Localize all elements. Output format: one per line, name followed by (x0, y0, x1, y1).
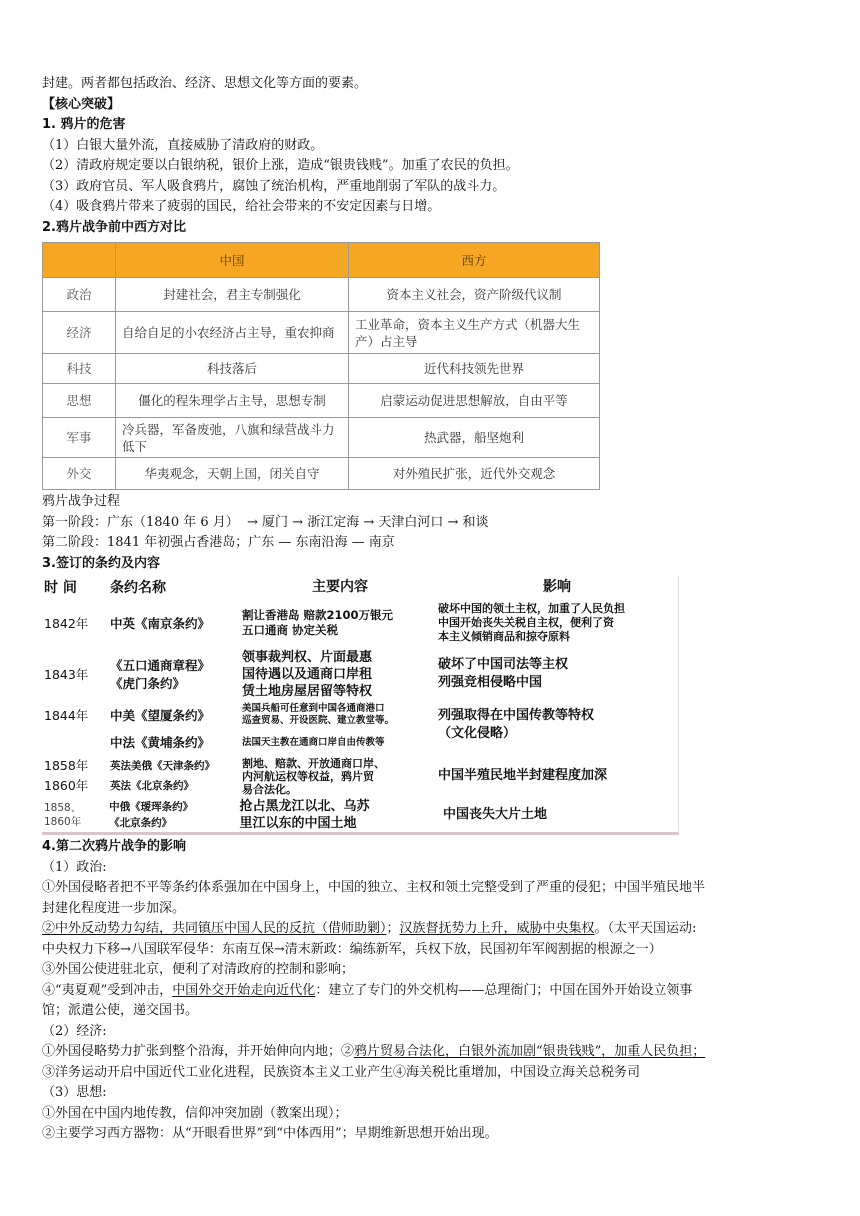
politics-point: ①外国侵略者把不平等条约体系强加在中国身上，中国的独立、主权和领土完整受到了严重的侵犯；中国半殖民地半 (42, 880, 706, 895)
underlined-text: 鸦片贸易合法化，白银外流加剧“银贵钱贱”，加重人民负担； (354, 1044, 706, 1059)
thought-label: （3）思想: (42, 1085, 107, 1100)
politics-point: ③外国公使进驻北京，便利了对清政府的控制和影响； (42, 962, 355, 977)
politics-point: ②中外反动势力勾结，共同镇压中国人民的反抗（借师助剿）；汉族督抚势力上升，威胁中央集权。（太平天国运动: (42, 921, 697, 936)
treaty-effect: 列强取得在中国传教等特权 （文化侵略） (438, 708, 595, 741)
treaty-year: 1844年 (44, 708, 89, 723)
underlined-text: 汉族督抚势力上升，威胁中央集权 (399, 921, 595, 936)
treaty-name: 中英《南京条约》 (110, 616, 211, 631)
table-cell: 热武器，船坚炮利 (349, 418, 600, 458)
politics-point: ④“夷夏观”受到冲击，中国外交开始走向近代化：建立了专门的外交机构——总理衙门；中国在国外开始设立领事 (42, 982, 693, 998)
table-row (43, 278, 600, 312)
treaty-year: 1858、 1860年 (44, 802, 82, 828)
treaty-header (42, 576, 678, 598)
row-label: 军事 (43, 418, 116, 458)
treaty-content: 美国兵船可任意到中国各通商港口 巡查贸易、开设医院、建立教堂等。 (242, 703, 395, 726)
row-label: 政治 (43, 278, 116, 312)
table-cell: 自给自足的小农经济占主导，重农抑商 (116, 312, 349, 354)
table-cell: 对外殖民扩张，近代外交观念 (349, 458, 600, 490)
table-row (43, 418, 600, 458)
row-label: 科技 (43, 354, 116, 384)
politics-label: （1）政治: (42, 859, 107, 875)
table-cell: 工业革命，资本主义生产方式（机器大生产）占主导 (349, 312, 600, 354)
war-process-title: 鸦片战争过程 (42, 494, 121, 509)
intro-line: 封建。两者都包括政治、经济、思想文化等方面的要素。 (42, 76, 368, 91)
underlined-text: ②中外反动势力勾结，共同镇压中国人民的反抗（借师助剿） (42, 921, 387, 936)
treaty-name: 英法美俄《天津条约》 英法《北京条约》 (110, 760, 215, 792)
table-header-row (43, 243, 600, 278)
politics-point: 馆；派遣公使，递交国书。 (42, 1003, 199, 1018)
treaty-header-cell: 影响 (543, 579, 571, 595)
treaty-year: 1858年 1860年 (44, 758, 89, 793)
treaty-table (42, 576, 679, 835)
document-page (42, 74, 826, 1145)
treaty-row (42, 798, 678, 832)
table-cell: 封建社会，君主专制强化 (116, 278, 349, 312)
treaty-effect: 中国半殖民地半封建程度加深 (438, 768, 608, 783)
treaty-row (42, 648, 678, 700)
core-heading: 【核心突破】 (42, 96, 121, 112)
section1-item: （2）清政府规定要以白银纳税，银价上涨，造成“银贵钱贱”。加重了农民的负担。 (42, 158, 519, 173)
war-stage-1: 第一阶段：广东（1840 年 6 月） → 厦门 → 浙江定海 → 天津白河口 → 和谈 (42, 514, 489, 530)
treaty-content: 割让香港岛 赔款2100万银元 五口通商 协定关税 (242, 608, 394, 637)
comparison-table (42, 242, 600, 490)
treaty-row (42, 598, 678, 648)
war-stage-2: 第二阶段：1841 年初强占香港岛；广东 — 东南沿海 — 南京 (42, 535, 395, 550)
table-cell: 华夷观念，天朝上国，闭关自守 (116, 458, 349, 490)
table-cell: 启蒙运动促进思想解放，自由平等 (349, 384, 600, 418)
politics-point: 中央权力下移→八国联军侵华：东南互保→清末新政：编练新军，兵权下放，民国初年军阀割据的根源之一） (42, 941, 662, 957)
treaty-header-cell: 时 间 (44, 580, 77, 596)
treaty-row (42, 700, 678, 741)
section2-title: 2.鸦片战争前中西方对比 (42, 219, 186, 235)
section1-item: （1）白银大量外流，直接威胁了清政府的财政。 (42, 137, 324, 153)
table-cell: 僵化的程朱理学占主导，思想专制 (116, 384, 349, 418)
row-label: 经济 (43, 312, 116, 354)
treaty-name: 中法《黄埔条约》 (110, 735, 211, 750)
table-header-cell: 中国 (116, 243, 349, 278)
row-label: 思想 (43, 384, 116, 418)
section1-item: （3）政府官员、军人吸食鸦片，腐蚀了统治机构，严重地削弱了军队的战斗力。 (42, 178, 506, 194)
treaty-content: 法国天主教在通商口岸自由传教等 (242, 736, 385, 748)
section1-title: 1. 鸦片的危害 (42, 117, 126, 132)
section3-title: 3.签订的条约及内容 (42, 555, 160, 571)
table-cell: 资本主义社会，资产阶级代议制 (349, 278, 600, 312)
economy-label: （2）经济: (42, 1023, 107, 1039)
table-cell: 冷兵器，军备废弛，八旗和绿营战斗力低下 (116, 418, 349, 458)
treaty-content: 领事裁判权、片面最惠 国待遇以及通商口岸租 赁土地房屋居留等特权 (242, 649, 373, 699)
section1-item: （4）吸食鸦片带来了疲弱的国民，给社会带来的不安定因素与日增。 (42, 199, 441, 214)
section4-title: 4.第二次鸦片战争的影响 (42, 839, 186, 854)
treaty-name: 中美《望厦条约》 (110, 708, 211, 723)
treaty-content: 割地、赔款、开放通商口岸、 内河航运权等权益，鸦片贸 易合法化。 (242, 756, 385, 796)
treaty-header-cell: 条约名称 (110, 580, 166, 596)
treaty-content: 抢占黑龙江以北、乌苏 里江以东的中国土地 (239, 799, 370, 831)
treaty-effect: 中国丧失大片土地 (443, 807, 548, 822)
table-cell: 近代科技领先世界 (349, 354, 600, 384)
treaty-year: 1842年 (44, 616, 89, 631)
table-row (43, 384, 600, 418)
treaty-name: 中俄《瑷珲条约》 《北京条约》 (109, 801, 194, 829)
underlined-text: 中国外交开始走向近代化 (172, 982, 316, 998)
economy-point: ①外国侵略势力扩张到整个沿海，并开始伸向内地；②鸦片贸易合法化，白银外流加剧“银贵钱贱”，加重人民负担； (42, 1044, 706, 1059)
treaty-effect: 破坏了中国司法等主权 列强竞相侵略中国 (438, 657, 569, 690)
table-row (43, 312, 600, 354)
table-row (43, 458, 600, 490)
economy-point: ③洋务运动开启中国近代工业化进程，民族资本主义工业产生④海关税比重增加，中国设立海关总税务司 (42, 1064, 641, 1080)
thought-point: ②主要学习西方器物：从“开眼看世界”到“中体西用”；早期维新思想开始出现。 (42, 1126, 498, 1141)
table-row (43, 354, 600, 384)
treaty-header-cell: 主要内容 (312, 578, 368, 595)
treaty-name: 《五口通商章程》 《虎门条约》 (110, 658, 211, 691)
treaty-year: 1843年 (44, 667, 89, 682)
thought-point: ①外国在中国内地传教，信仰冲突加剧（教案出现）； (42, 1105, 348, 1121)
table-header-cell (43, 243, 116, 278)
row-label: 外交 (43, 458, 116, 490)
treaty-effect: 破坏中国的领土主权，加重了人民负担 中国开始丧失关税自主权，便利了资 本主义倾销商品和掠夺原料 (438, 602, 625, 643)
table-cell: 科技落后 (116, 354, 349, 384)
politics-point: 封建化程度进一步加深。 (42, 900, 186, 916)
treaty-row (42, 754, 678, 798)
table-header-cell: 西方 (349, 243, 600, 278)
